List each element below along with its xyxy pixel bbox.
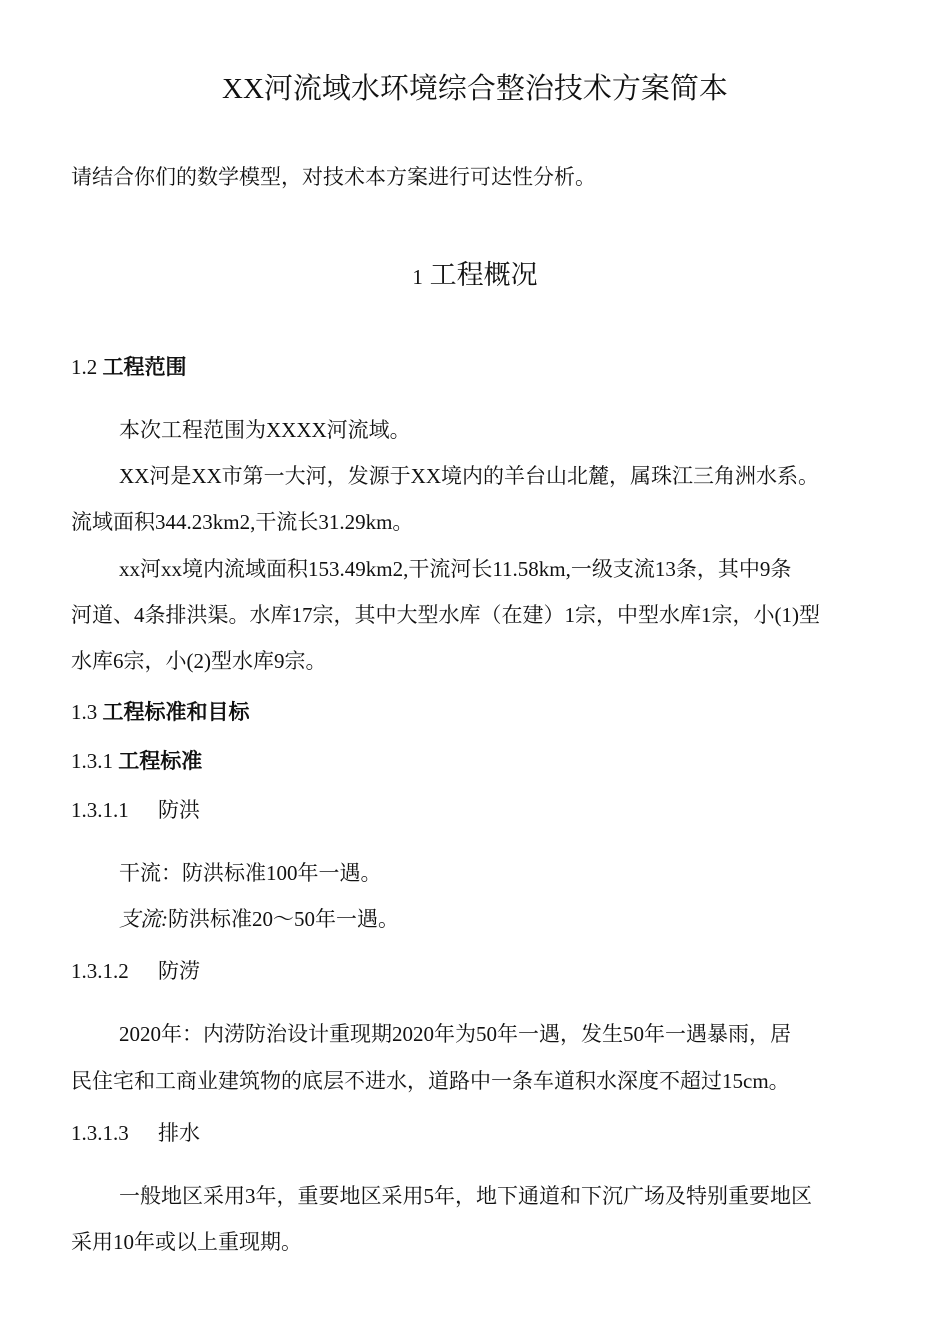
waterlog-line2: 民住宅和工商业建筑物的底层不进水，道路中一条车道积水深度不超过15cm。 bbox=[71, 1069, 790, 1093]
section-heading-1-3-1-3 bbox=[71, 1118, 200, 1148]
section-heading-1-3-1 bbox=[71, 746, 202, 776]
section-heading-1-3-1-1 bbox=[71, 795, 200, 825]
chapter-title: 工程概况 bbox=[429, 260, 538, 290]
paragraph-river-line1: XX河是XX市第一大河，发源于XX境内的羊台山北麓，属珠江三角洲水系。 bbox=[119, 464, 819, 488]
section-heading-1-3-1-2 bbox=[71, 956, 200, 986]
section-number: 1.3 bbox=[71, 700, 98, 724]
waterlog-line1: 2020年：内涝防治设计重现期2020年为50年一遇，发生50年一遇暴雨，居 bbox=[119, 1022, 791, 1046]
drainage-line1: 一般地区采用3年，重要地区采用5年，地下通道和下沉广场及特别重要地区 bbox=[119, 1184, 812, 1208]
chapter-number: 1 bbox=[412, 265, 423, 289]
section-number: 1.3.1.1 bbox=[71, 798, 129, 822]
paragraph-river-line2: 流域面积344.23km2,干流长31.29km。 bbox=[71, 510, 414, 534]
section-heading-1-3 bbox=[71, 697, 250, 727]
section-label: 工程标准 bbox=[118, 749, 203, 773]
section-label: 排水 bbox=[158, 1121, 200, 1145]
paragraph-basin-line3: 水库6宗，小(2)型水库9宗。 bbox=[71, 649, 327, 673]
section-label: 防洪 bbox=[158, 798, 200, 822]
drainage-line2: 采用10年或以上重现期。 bbox=[71, 1230, 302, 1254]
flood-standard-branch bbox=[119, 904, 399, 934]
section-number: 1.3.1.2 bbox=[71, 959, 129, 983]
section-number: 1.3.1.3 bbox=[71, 1121, 129, 1145]
document-title: XX河流域水环境综合整治技术方案简本 bbox=[222, 73, 728, 105]
intro-paragraph: 请结合你们的数学模型，对技术本方案进行可达性分析。 bbox=[71, 165, 596, 189]
flood-standard-main: 干流：防洪标准100年一遇。 bbox=[119, 861, 382, 885]
section-number: 1.3.1 bbox=[71, 749, 113, 773]
section-label: 工程标准和目标 bbox=[102, 700, 250, 724]
section-number: 1.2 bbox=[71, 355, 98, 379]
branch-label: 支流: bbox=[119, 907, 168, 931]
section-label: 工程范围 bbox=[102, 355, 187, 379]
branch-text: 防洪标准20〜50年一遇。 bbox=[168, 907, 399, 931]
section-heading-1-2 bbox=[71, 352, 187, 382]
paragraph-basin-line2: 河道、4条排洪渠。水库17宗，其中大型水库（在建）1宗，中型水库1宗，小(1)型 bbox=[71, 603, 820, 627]
paragraph-basin-line1: xx河xx境内流域面积153.49km2,干流河长11.58km,一级支流13条，其中9条 bbox=[119, 557, 792, 581]
section-label: 防涝 bbox=[158, 959, 200, 983]
chapter-heading bbox=[0, 256, 950, 296]
paragraph-scope: 本次工程范围为XXXX河流域。 bbox=[119, 418, 411, 442]
